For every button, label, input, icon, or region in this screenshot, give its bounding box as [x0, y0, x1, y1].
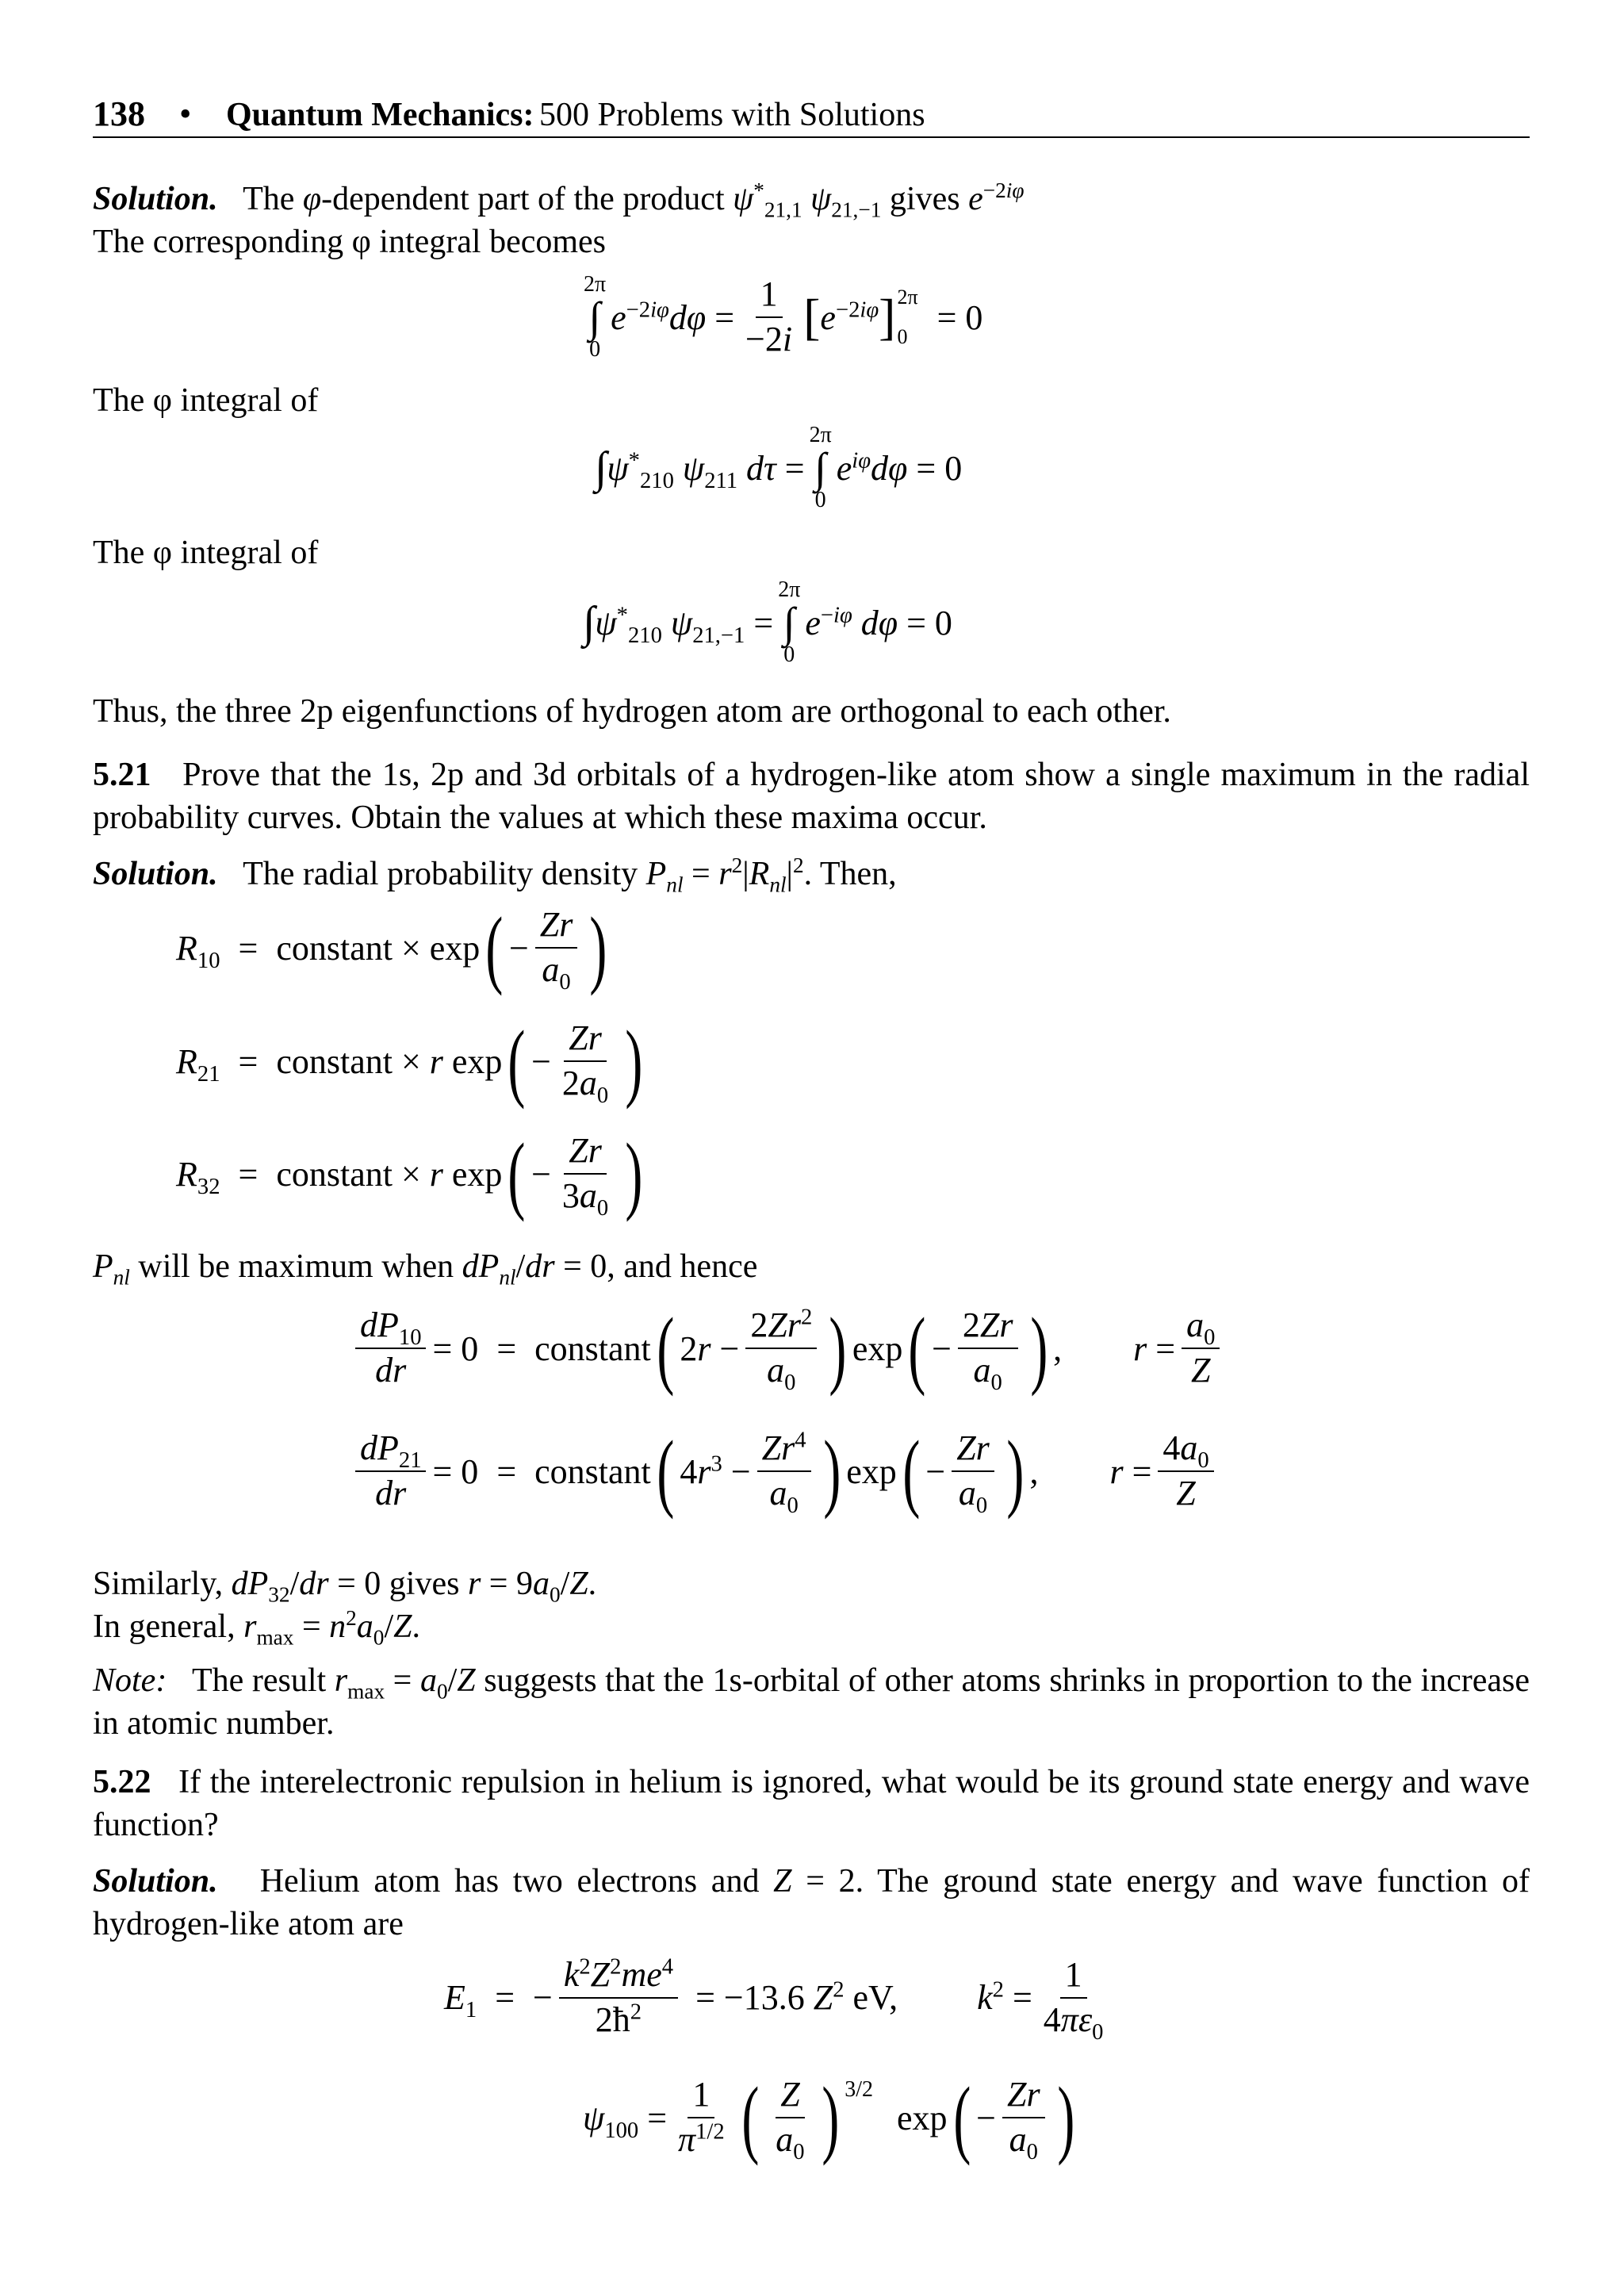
intro-line-1: Solution. The φ-dependent part of the product $\psi^*_{21,1}$ $\psi_{21,-1}$ gives $e^{-2i\varphi}$ — [93, 178, 1025, 222]
problem-5-22-solution: Solution. Helium atom has two electrons and Z = 2. The ground state energy and wave function of hydrogen-like atom are — [93, 1863, 1530, 1942]
problem-5-21-number: 5.21 — [93, 757, 151, 793]
book-subtitle: 500 Problems with Solutions — [539, 97, 925, 133]
equation-psi210-psi21m1: ∫ $\psi^*_{210}$ $\psi_{21,-1}$ = 2π ∫ 0 $e^{-i\varphi}$ dφ = 0 — [583, 577, 952, 667]
equation-r10: $R_{10}$ = constant × exp ( − $\frac{Zr}{a_0}$ ) — [176, 899, 607, 996]
page-number: 138 — [93, 94, 145, 133]
book-title: Quantum Mechanics: — [226, 97, 534, 133]
general-line: In general, $r_{max} = n^2a_0/Z$. — [93, 1606, 420, 1650]
similarly-line: Similarly, $dP_{32}/dr = 0$ gives $r = 9a_0/Z$. — [93, 1566, 597, 1607]
problem-5-22-number: 5.22 — [93, 1764, 151, 1800]
solution-label: Solution. — [93, 181, 218, 217]
equation-r32: $R_{32}$ = constant × r exp ( − $\frac{Zr}{3a_0}$ ) — [176, 1125, 643, 1222]
orthogonality-conclusion: Thus, the three 2p eigenfunctions of hydrogen atom are orthogonal to each other. — [93, 693, 1171, 730]
equation-psi100: $\psi_{100}$ = $\frac{1}{\pi^{1/2}}$ ( $\frac{Z}{a_0}$ ) 3/2 exp ( − $\frac{Zr}{a_0}$ ) — [583, 2069, 1074, 2166]
maximum-condition: $P_{nl}$ will be maximum when $dP_{nl}/dr = 0$, and hence — [93, 1248, 758, 1290]
header-rule — [93, 136, 1530, 138]
problem-5-21-solution: Solution. The radial probability density $P_{nl} = r^2|R_{nl}|^2$. Then, — [93, 853, 897, 897]
header-bullet: • — [179, 94, 192, 133]
problem-5-21-statement: 5.21 Prove that the 1s, 2p and 3d orbitals of a hydrogen-like atom show a single maximum in the radial probability curves. Obtain the values at which these maxima occur. — [93, 757, 1530, 836]
equation-dp10: $\frac{dP_{10}}{dr}$ = 0 = constant ( 2r − $\frac{2Zr^2}{a_0}$ ) exp ( − $\frac{2Zr}{a_0}$ ) , r = $\frac{a_0}{Z}$ — [349, 1305, 1226, 1392]
phi-integral-label-2: The φ integral of — [93, 535, 319, 571]
problem-5-22-statement: 5.22 If the interelectronic repulsion in helium is ignored, what would be its ground state energy and wave function? — [93, 1764, 1530, 1843]
equation-r21: $R_{21}$ = constant × r exp ( − $\frac{Zr}{2a_0}$ ) — [176, 1013, 643, 1110]
equation-dp21: $\frac{dP_{21}}{dr}$ = 0 = constant ( $4r^3$ − $\frac{Zr^4}{a_0}$ ) exp ( − $\frac{Zr}{a_0}$ ) , r = $\frac{4a_0}{Z}$ — [349, 1428, 1220, 1515]
equation-psi210-psi211: ∫ $\psi^*_{210}$ $\psi_{211}$ dτ = 2π ∫ 0 $e^{i\varphi}d\varphi = 0$ — [595, 423, 963, 512]
phi-integral-label-1: The φ integral of — [93, 382, 319, 419]
equation-e1: $E_1$ = − $\frac{k^2Z^2me^4}{2ħ^2}$ = −13.6 $Z^2$ eV, $k^2$ = $\frac{1}{4\pi\varepsilon_0}$ — [444, 1954, 1104, 2045]
equation-phi-integral: 2π ∫ 0 $e^{-2i\varphi}d\varphi$ = $\frac{1}{-2i}$ [ $e^{-2i\varphi}$ ] 2π 0 = 0 — [584, 272, 983, 362]
note-paragraph: Note: The result $r_{max} = a_0/Z$ suggests that the 1s-orbital of other atoms shrinks in proportion to the increase in atomic number. — [93, 1662, 1530, 1742]
note-label: Note: — [93, 1662, 167, 1699]
intro-line-2: The corresponding φ integral becomes — [93, 224, 607, 260]
